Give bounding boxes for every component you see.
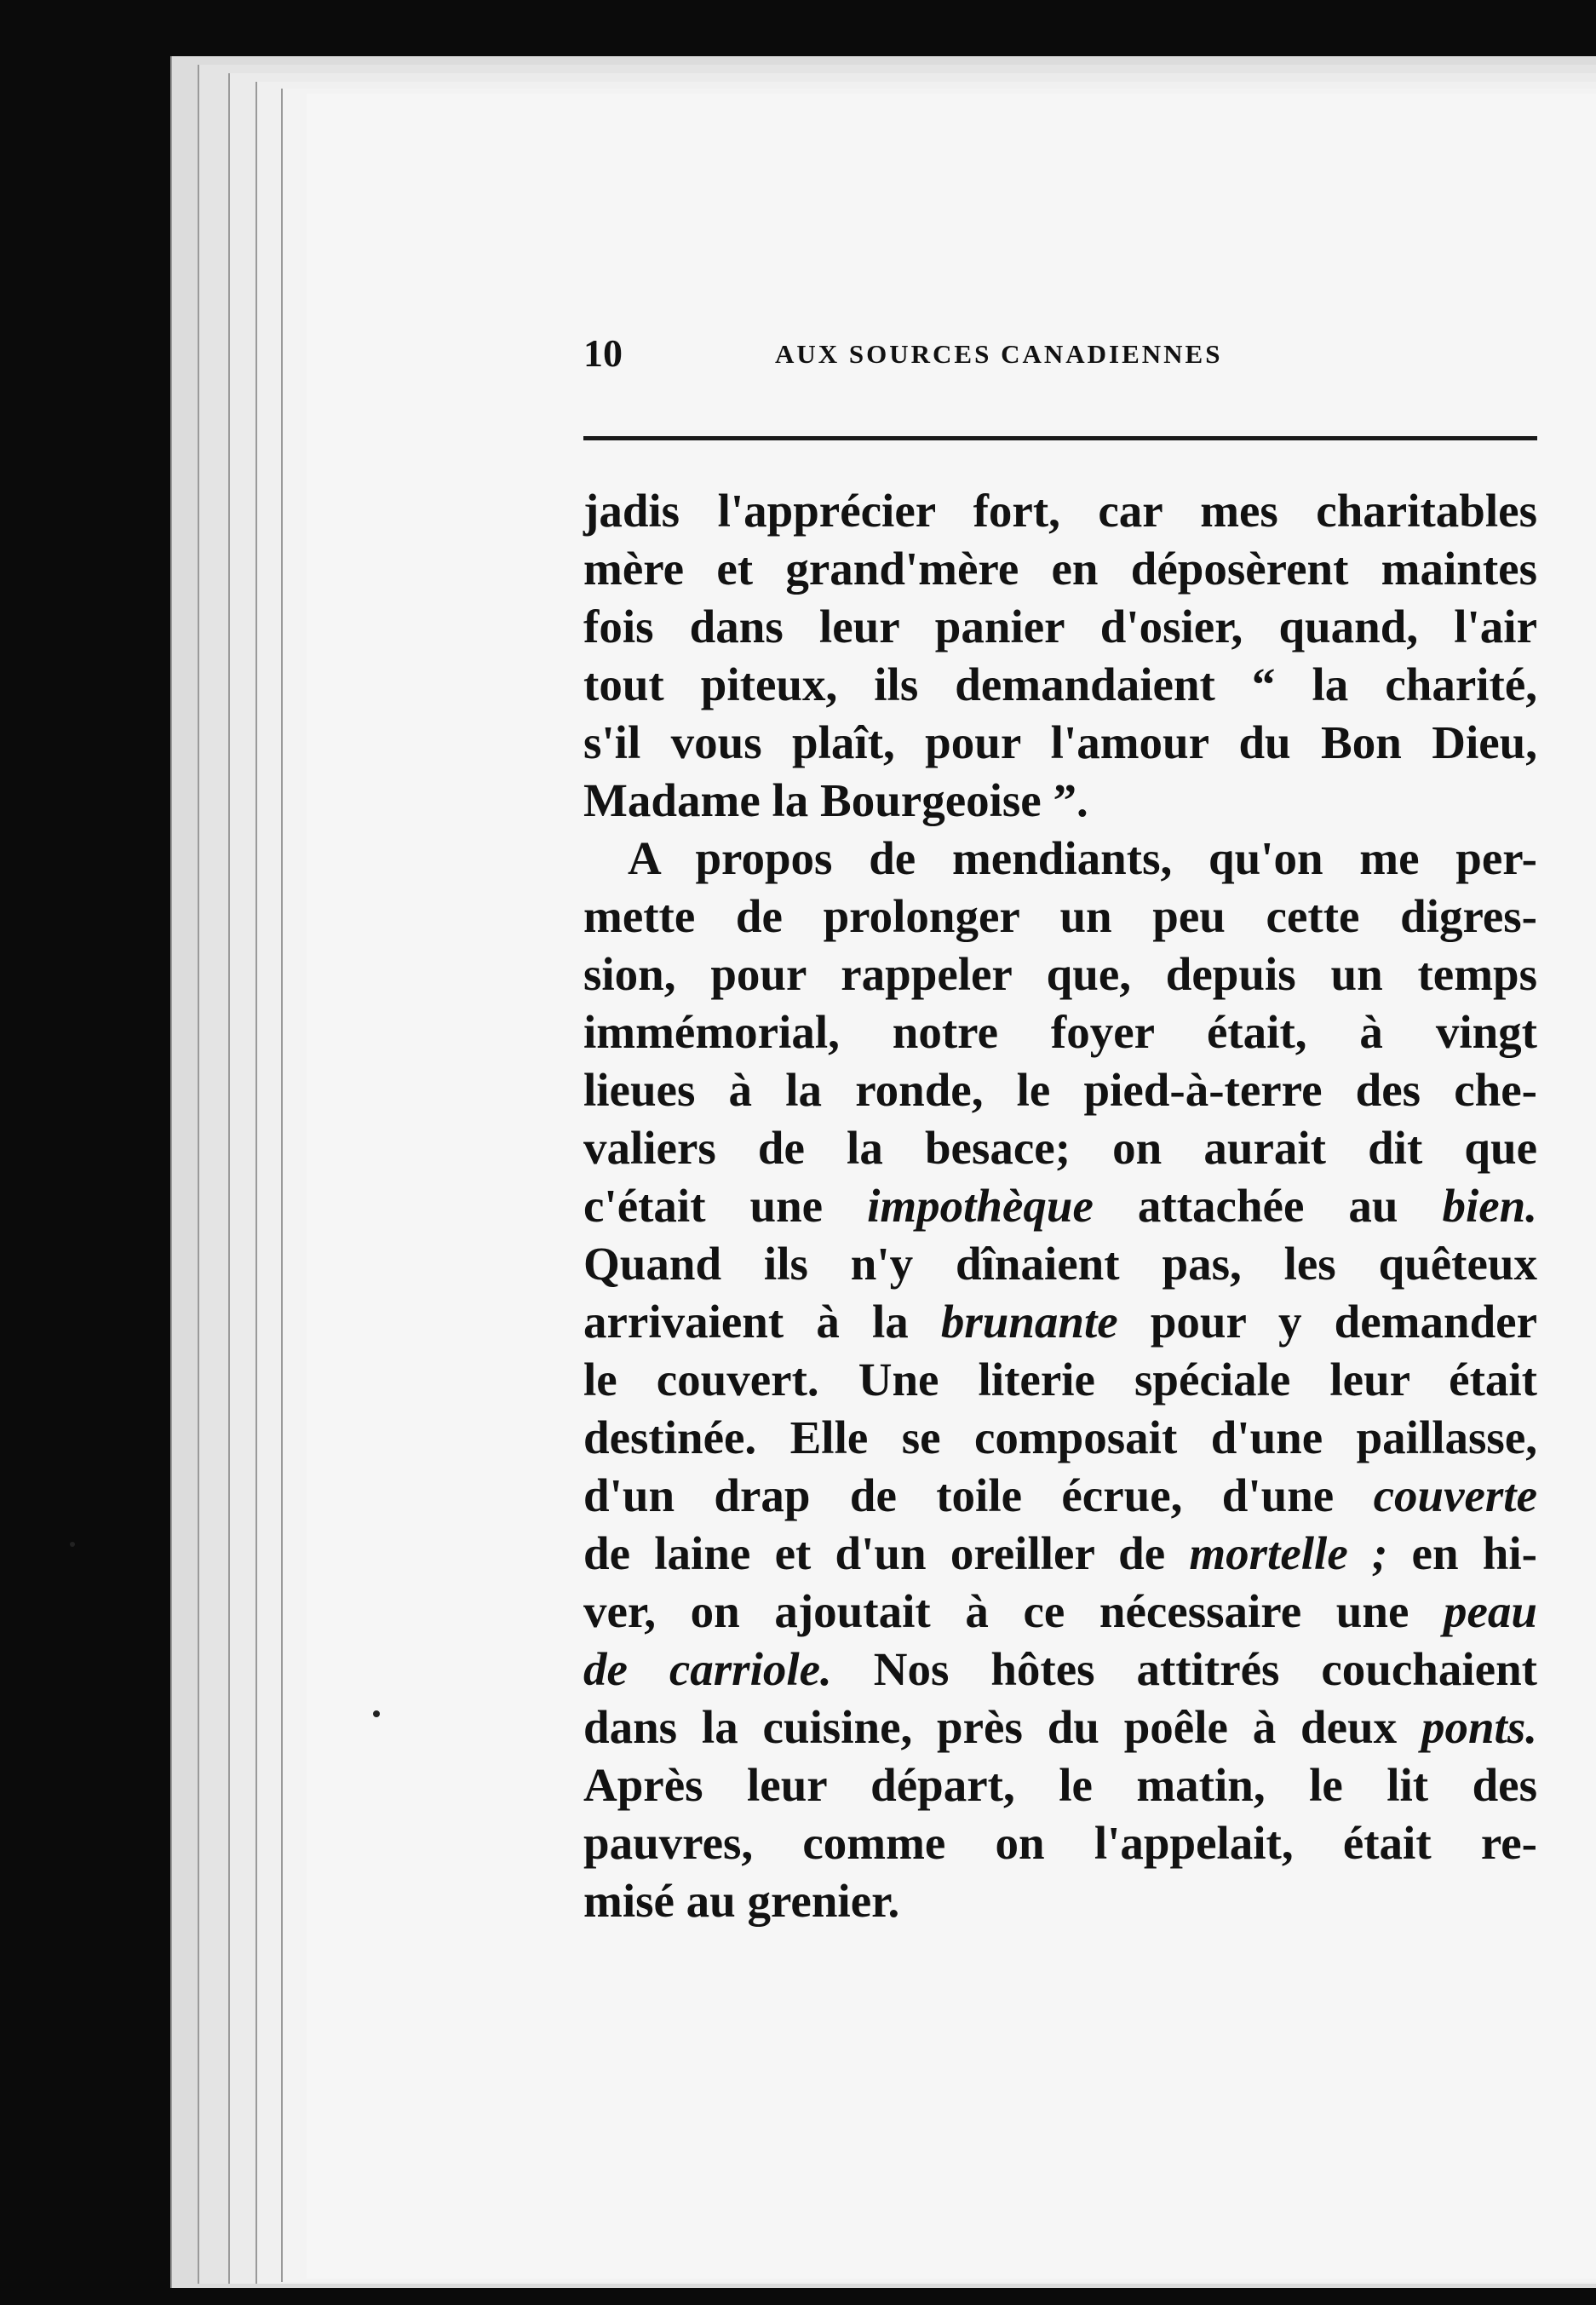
italic-term: peau — [1444, 1585, 1537, 1637]
text-line: fois dans leur panier d'osier, quand, l'air — [583, 601, 1537, 652]
italic-term: impothèque — [867, 1180, 1094, 1232]
italic-term: ponts. — [1421, 1701, 1537, 1753]
text-line: misé au grenier. — [583, 1875, 900, 1927]
italic-term: de carriole. — [583, 1643, 832, 1695]
text-line: valiers de la besace; on aurait dit que — [583, 1122, 1537, 1174]
text-line: pauvres, comme on l'appelait, était re- — [583, 1817, 1537, 1869]
text-line: de laine et d'un oreiller de mortelle ; en hi- — [583, 1527, 1537, 1579]
page-number: 10 — [583, 331, 623, 375]
italic-term: mortelle ; — [1189, 1527, 1388, 1579]
italic-term: brunante — [940, 1296, 1118, 1348]
dust-speck — [373, 1710, 380, 1717]
text-line: Après leur départ, le matin, le lit des — [583, 1759, 1537, 1811]
text-line: lieues à la ronde, le pied-à-terre des che- — [583, 1064, 1537, 1116]
text-line: Quand ils n'y dînaient pas, les quêteux — [583, 1238, 1537, 1290]
text-line: sion, pour rappeler que, depuis un temps — [583, 948, 1537, 1000]
running-title: AUX SOURCES CANADIENNES — [775, 339, 1223, 369]
text-line: Madame la Bourgeoise ”. — [583, 774, 1088, 826]
text-line: ver, on ajoutait à ce nécessaire une peau — [583, 1585, 1537, 1637]
text-line: c'était une impothèque attachée au bien. — [583, 1180, 1537, 1232]
text-line: de carriole. Nos hôtes attitrés couchaient — [583, 1643, 1537, 1695]
header-rule — [583, 436, 1537, 440]
italic-term: bien. — [1442, 1180, 1537, 1232]
running-head — [583, 331, 1537, 390]
text-line: mette de prolonger un peu cette digres- — [583, 890, 1537, 942]
text-line: tout piteux, ils demandaient “ la charité, — [583, 658, 1537, 710]
dust-speck — [70, 1542, 75, 1547]
text-line: A propos de mendiants, qu'on me per- — [628, 832, 1537, 884]
body-text — [583, 482, 1537, 1930]
text-line: mère et grand'mère en déposèrent maintes — [583, 543, 1537, 595]
text-line: arrivaient à la brunante pour y demander — [583, 1296, 1537, 1348]
text-line: immémorial, notre foyer était, à vingt — [583, 1006, 1537, 1058]
text-line: dans la cuisine, près du poêle à deux ponts. — [583, 1701, 1537, 1753]
text-line: d'un drap de toile écrue, d'une couverte — [583, 1469, 1537, 1521]
text-line: le couvert. Une literie spéciale leur était — [583, 1354, 1537, 1405]
text-line: jadis l'apprécier fort, car mes charitables — [583, 485, 1537, 537]
text-line: s'il vous plaît, pour l'amour du Bon Dieu, — [583, 716, 1537, 768]
text-line: destinée. Elle se composait d'une paillasse, — [583, 1411, 1537, 1463]
italic-term: couverte — [1373, 1469, 1537, 1521]
